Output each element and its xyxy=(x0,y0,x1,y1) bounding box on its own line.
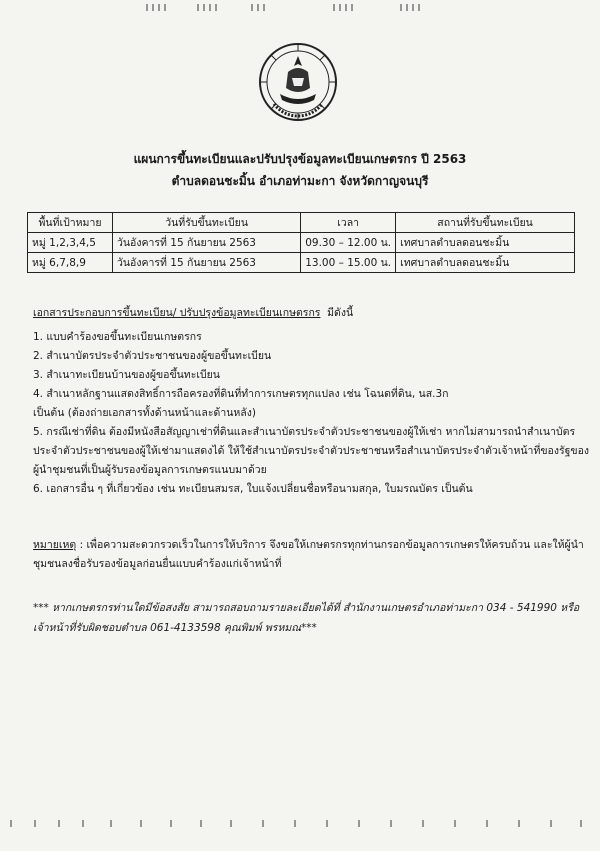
documents-heading xyxy=(33,304,581,323)
contact-line-2: เจ้าหน้าที่รับผิดชอบตำบล 061-4133598 คุณพิมพ์ พรหมณ*** xyxy=(33,622,317,634)
list-item: 3. สำเนาทะเบียนบ้านของผู้ขอขึ้นทะเบียน xyxy=(33,369,220,381)
cell-location: เทศบาลตำบลดอนชะมิ้น xyxy=(396,253,575,273)
cell-location: เทศบาลตำบลดอนชะมิ้น xyxy=(396,233,575,253)
table-header-row xyxy=(28,213,575,233)
document-subtitle: ตำบลดอนชะมิ้น อำเภอท่ามะกา จังหวัดกาญจนบุรี xyxy=(171,174,429,188)
note-line-1 xyxy=(33,536,584,555)
cell-date: วันอังคารที่ 15 กันยายน 2563 xyxy=(112,233,300,253)
ministry-seal-icon xyxy=(258,42,338,122)
list-item: 6. เอกสารอื่น ๆ ที่เกี่ยวข้อง เช่น ทะเบียนสมรส, ใบแจ้งเปลี่ยนชื่อหรือนามสกุล, ใบมรณบัตร เป็นต้น xyxy=(33,483,473,495)
note-text: : เพื่อความสะดวกรวดเร็วในการให้บริการ จึงขอให้เกษตรกรทุกท่านกรอกข้อมูลการเกษตรให้ครบถ้วน และให้ผู้นำ xyxy=(76,539,584,551)
note-line-2: ชุมชนลงชื่อรับรองข้อมูลก่อนยื่นแบบคำร้องแก่เจ้าหน้าที่ xyxy=(33,558,282,570)
cell-area: หมู่ 1,2,3,4,5 xyxy=(28,233,113,253)
header-time: เวลา xyxy=(301,213,396,233)
schedule-table xyxy=(27,212,575,273)
header-date: วันที่รับขึ้นทะเบียน xyxy=(112,213,300,233)
note-section xyxy=(33,536,584,574)
cell-time: 13.00 – 15.00 น. xyxy=(301,253,396,273)
list-item: 5. กรณีเช่าที่ดิน ต้องมีหนังสือสัญญาเช่าที่ดินและสำเนาบัตรประจำตัวประชาชนของผู้ให้เช่า หากไม่สามารถนำสำเนาบัตร xyxy=(33,426,576,438)
contact-line-1: *** หากเกษตรกรท่านใดมีข้อสงสัย สามารถสอบถามรายละเอียดได้ที่ สำนักงานเกษตรอำเภอท่ามะกา 034 - 541990 หรือ xyxy=(33,602,580,614)
list-item-continuation: ประจำตัวประชาชนของผู้ให้เช่ามาแสดงได้ ให้ใช้สำเนาบัตรประจำตัวประชาชนหรือสำเนาบัตรประจำตัวเจ้าหน้าที่ของรัฐของ xyxy=(33,445,590,457)
list-item: 1. แบบคำร้องขอขึ้นทะเบียนเกษตรกร xyxy=(33,331,202,343)
punch-marks-bottom xyxy=(0,820,600,830)
contact-section xyxy=(33,598,581,638)
cell-date: วันอังคารที่ 15 กันยายน 2563 xyxy=(112,253,300,273)
documents-heading-suffix: มีดังนี้ xyxy=(327,307,354,319)
documents-heading-text: เอกสารประกอบการขึ้นทะเบียน/ ปรับปรุงข้อมูลทะเบียนเกษตรกร xyxy=(33,307,321,319)
list-item-continuation: ผู้นำชุมชนที่เป็นผู้รับรองข้อมูลการเกษตรแนบมาด้วย xyxy=(33,464,267,476)
header-location: สถานที่รับขึ้นทะเบียน xyxy=(396,213,575,233)
cell-time: 09.30 – 12.00 น. xyxy=(301,233,396,253)
list-item: 2. สำเนาบัตรประจำตัวประชาชนของผู้ขอขึ้นทะเบียน xyxy=(33,350,272,362)
list-item-continuation: เป็นต้น (ต้องถ่ายเอกสารทั้งด้านหน้าและด้านหลัง) xyxy=(33,407,256,419)
table-row xyxy=(28,233,575,253)
list-item: 4. สำเนาหลักฐานแสดงสิทธิ์การถือครองที่ดินที่ทำการเกษตรทุกแปลง เช่น โฉนดที่ดิน, นส.3ก xyxy=(33,388,449,400)
punch-marks-top xyxy=(0,4,600,14)
note-label: หมายเหตุ xyxy=(33,539,77,551)
document-title: แผนการขึ้นทะเบียนและปรับปรุงข้อมูลทะเบียนเกษตรกร ปี 2563 xyxy=(133,152,467,166)
cell-area: หมู่ 6,7,8,9 xyxy=(28,253,113,273)
documents-section xyxy=(33,304,590,499)
header-area: พื้นที่เป้าหมาย xyxy=(28,213,113,233)
table-row xyxy=(28,253,575,273)
